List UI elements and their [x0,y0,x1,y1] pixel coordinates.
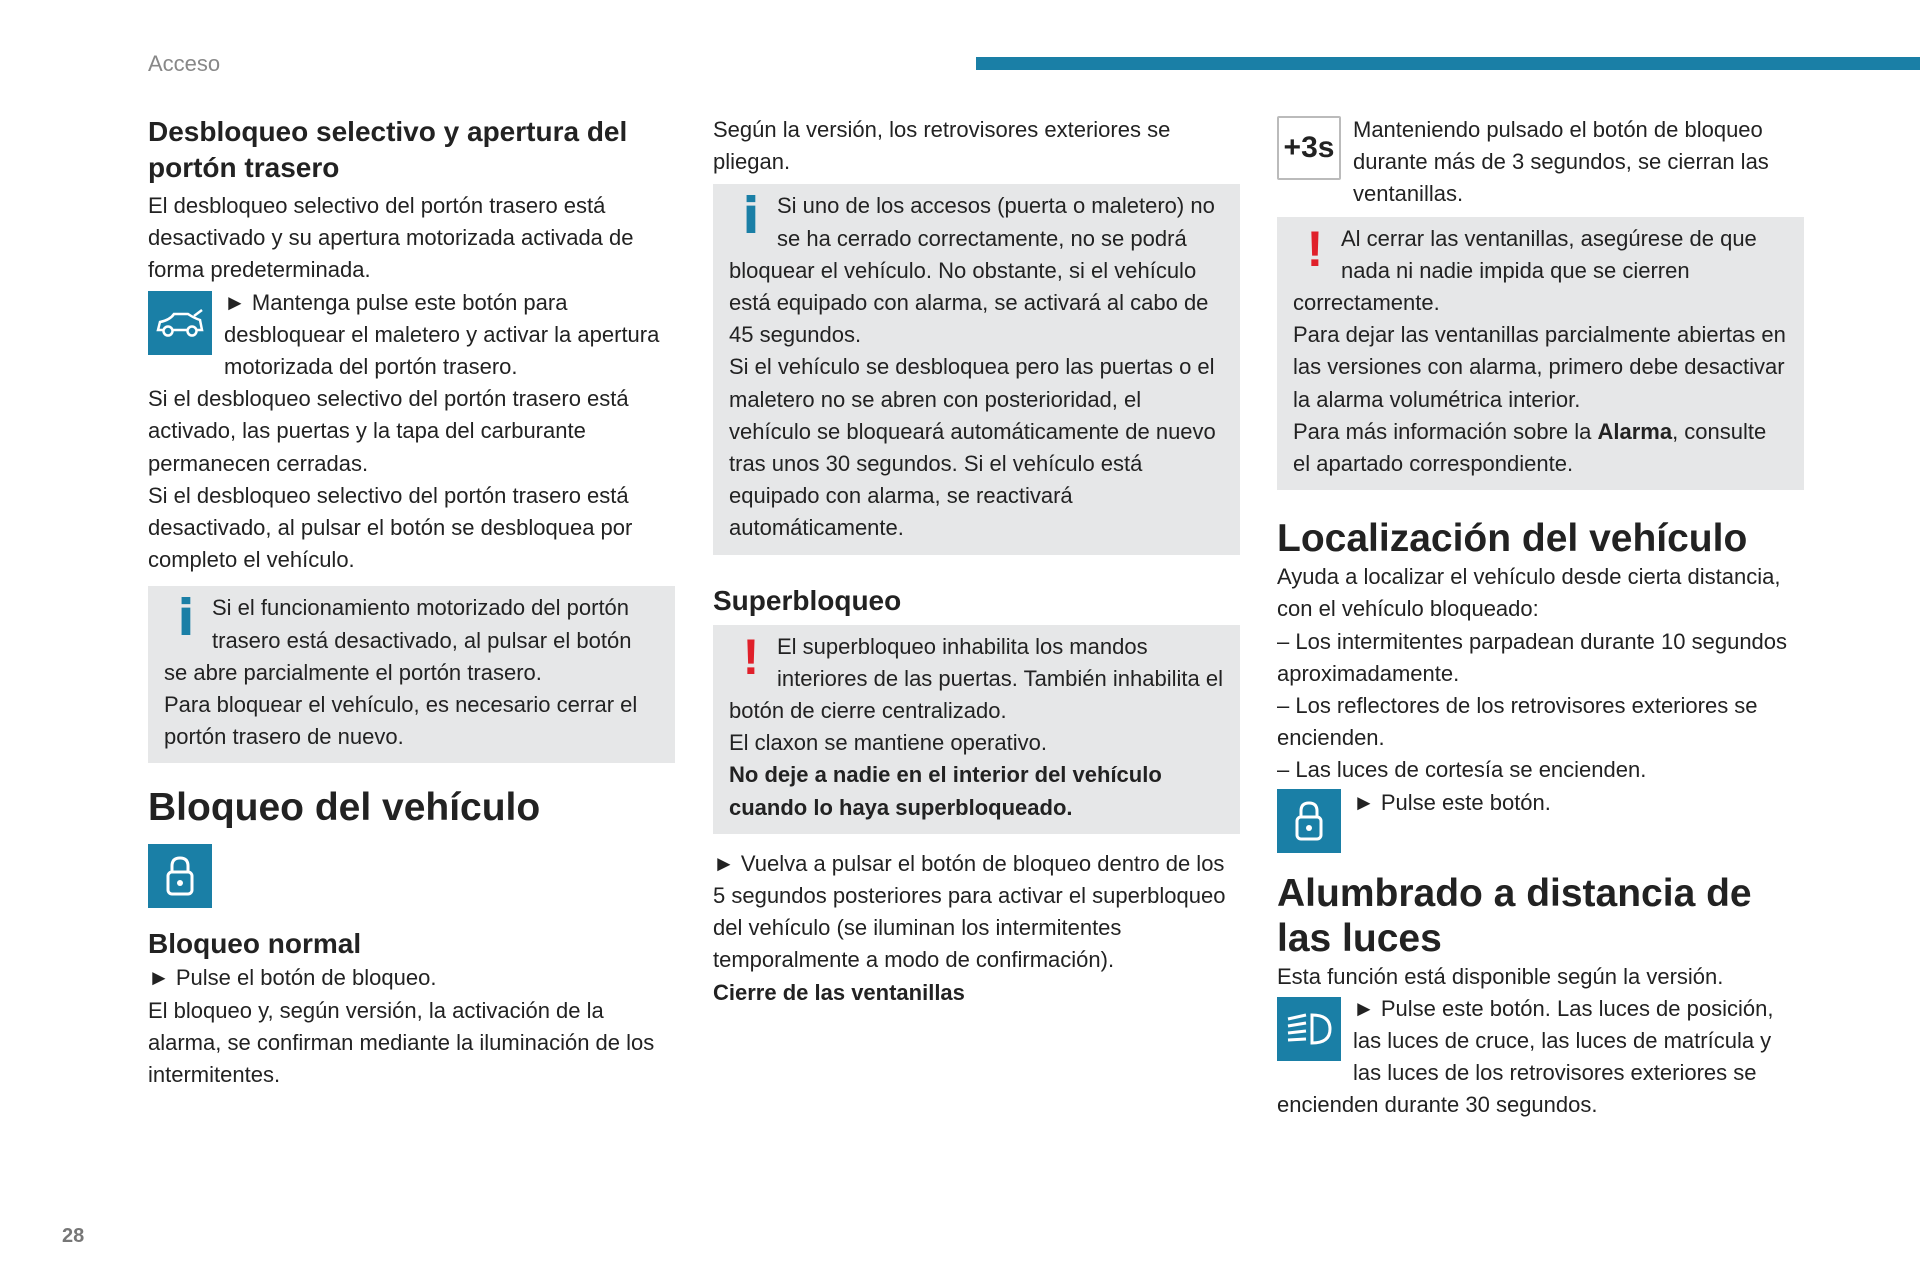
paragraph: ► Mantenga pulse este botón para desbloquear el maletero y activar la apertura motorizada del portón trasero. [224,289,660,380]
paragraph: Ayuda a localizar el vehículo desde cierta distancia, con el vehículo bloqueado: [1277,564,1781,622]
warning-icon: ! [1306,220,1324,277]
warning-text-bold: No deje a nadie en el interior del vehículo cuando lo haya superbloqueado. [729,762,1162,820]
warning-text [1293,416,1788,480]
warning-box [1277,217,1804,491]
column-right [1277,114,1804,1122]
info-text: Para bloquear el vehículo, es necesario cerrar el portón trasero de nuevo. [164,692,638,750]
hold-3s-icon: +3s [1277,116,1341,180]
section-title: Acceso [148,51,221,76]
warning-icon: ! [742,628,760,685]
header-bar [976,57,1920,70]
warning-text: Al cerrar las ventanillas, asegúrese de que nada ni nadie impida que se cierren correctamente. [1293,225,1757,316]
paragraph: El bloqueo y, según versión, la activación de la alarma, se confirman mediante la iluminación de los intermitentes. [148,997,655,1088]
lock-icon [1277,789,1341,853]
alarm-reference: Alarma [1597,418,1673,444]
info-text: Si el vehículo se desbloquea pero las puertas o el maletero no se abren con posterioridad, el vehículo se bloqueará automáticamente de nuevo tras unos 30 segundos. Si el vehículo está equipado con alarma, se reactivará automáticamente. [729,354,1216,541]
tailgate-car-icon [148,291,212,355]
heading-selective-unlock: Desbloqueo selectivo y apertura del portón trasero [148,116,628,183]
paragraph: El desbloqueo selectivo del portón trasero está desactivado y su apertura motorizada activada de forma predeterminada. [148,193,634,283]
info-box [713,184,1240,554]
paragraph: ► Pulse este botón. [1353,789,1551,815]
heading-normal-lock: Bloqueo normal [148,928,362,960]
paragraph: Si el desbloqueo selectivo del portón trasero está desactivado, al pulsar el botón se desbloquea por completo el vehículo. [148,482,633,573]
list-item: – Los reflectores de los retrovisores exteriores se encienden. [1277,693,1758,751]
paragraph: Si el desbloqueo selectivo del portón trasero está activado, las puertas y la tapa del carburante permanecen cerradas. [148,386,629,476]
heading-superlock: Superbloqueo [713,584,902,616]
heading-vehicle-location: Localización del vehículo [1277,517,1748,561]
headlight-icon [1277,997,1341,1061]
info-icon: i [177,589,195,648]
text: , consulte el apartado correspondiente. [1293,418,1767,477]
paragraph: ► Pulse el botón de bloqueo. [148,965,437,991]
paragraph: ► Vuelva a pulsar el botón de bloqueo dentro de los 5 segundos posteriores para activar el superbloqueo del vehículo (se iluminan los intermitentes temporalmente a modo de confirmación). [713,850,1226,973]
warning-text: Para dejar las ventanillas parcialmente abiertas en las versiones con alarma, primero debe desactivar la alarma volumétrica interior. [1293,322,1786,412]
paragraph: ► Pulse este botón. Las luces de posición, las luces de cruce, las luces de matrícula y las luces de los retrovisores exteriores se encienden durante 30 segundos. [1277,995,1774,1118]
warning-text: El claxon se mantiene operativo. [729,730,1047,756]
list-item: – Las luces de cortesía se encienden. [1277,757,1647,783]
info-text: Si el funcionamiento motorizado del portón trasero está desactivado, al pulsar el botón se abre parcialmente el portón trasero. [164,595,632,685]
column-middle [713,114,1240,1009]
warning-box [713,625,1240,834]
paragraph: Esta función está disponible según la versión. [1277,963,1724,989]
column-left [148,114,675,1091]
lock-icon [148,844,212,908]
text: Para más información sobre la [1293,418,1598,444]
paragraph: Manteniendo pulsado el botón de bloqueo durante más de 3 segundos, se cierran las ventanillas. [1353,117,1769,207]
subheading-window-closing: Cierre de las ventanillas [713,979,965,1005]
warning-text: El superbloqueo inhabilita los mandos interiores de las puertas. También inhabilita el botón de cierre centralizado. [729,633,1223,724]
paragraph: Según la versión, los retrovisores exteriores se pliegan. [713,117,1171,175]
list-item: – Los intermitentes parpadean durante 10 segundos aproximadamente. [1277,628,1788,686]
info-text: Si uno de los accesos (puerta o maletero) no se ha cerrado correctamente, no se podrá bloquear el vehículo. No obstante, si el vehículo está equipado con alarma, se activará al cabo de 45 segundos. [729,193,1215,348]
info-icon: i [742,187,760,246]
info-box [148,586,675,763]
heading-vehicle-lock: Bloqueo del vehículo [148,786,541,830]
heading-remote-lighting: Alumbrado a distancia de las luces [1277,871,1752,960]
page-number: 28 [62,1225,85,1247]
